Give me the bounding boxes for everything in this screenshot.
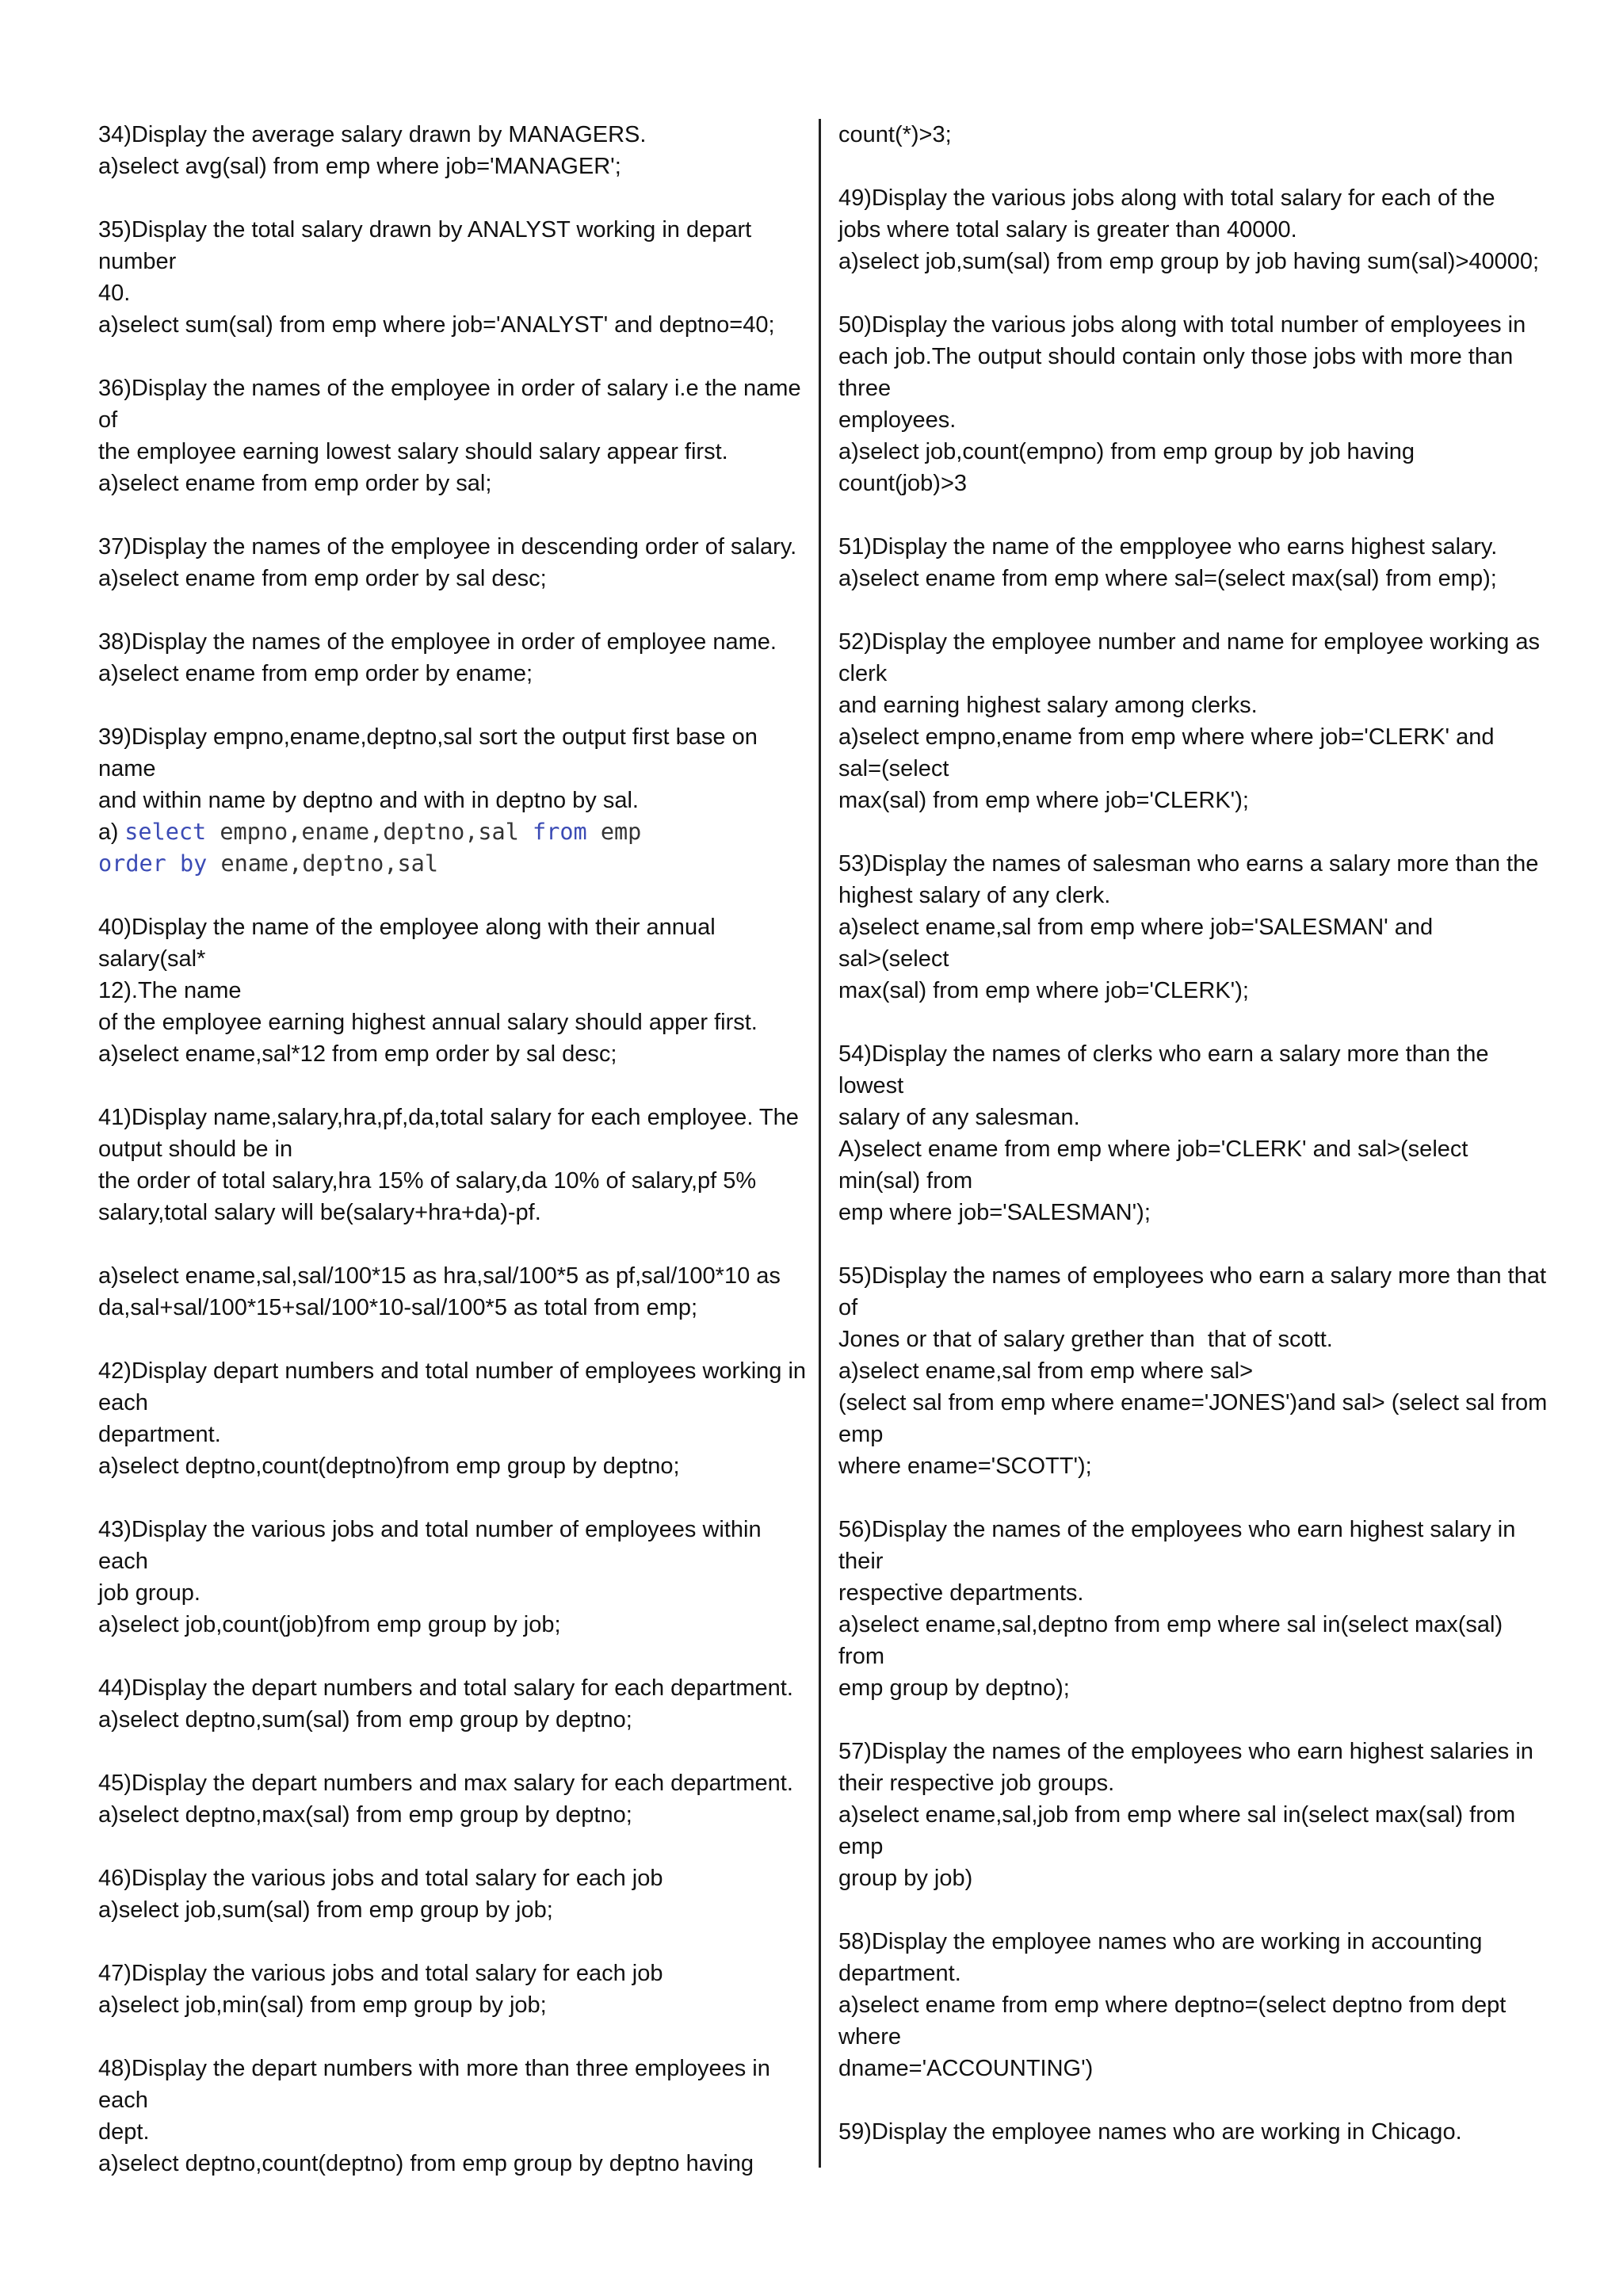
blank-line [98, 1736, 804, 1767]
text-line: 40. [98, 281, 131, 306]
blank-line [98, 594, 804, 626]
text-line: a)select deptno,count(deptno) from emp group by deptno having [98, 2151, 754, 2176]
text-line: emp [838, 1422, 884, 1447]
text-line: 12).The name [98, 978, 242, 1003]
blank-line [838, 277, 1552, 309]
text-line: 40)Display the name of the employee along with their annual [98, 915, 716, 940]
text-line: da,sal+sal/100*15+sal/100*10-sal/100*5 as total from emp; [98, 1295, 698, 1320]
text-line: 54)Display the names of clerks who earn a salary more than the [838, 1041, 1489, 1067]
text-line: sal=(select [838, 756, 949, 781]
text-line: 38)Display the names of the employee in order of employee name. [98, 629, 777, 655]
text-line: a)select empno,ename from emp where where job='CLERK' and [838, 724, 1495, 750]
text-line: a)select deptno,max(sal) from emp group by deptno; [98, 1802, 632, 1828]
text-line: a)select ename from emp where sal=(select max(sal) from emp); [838, 566, 1497, 591]
text-line: sal>(select [838, 946, 949, 972]
text-line: dept. [98, 2119, 150, 2145]
text-line: a)select ename,sal,sal/100*15 as hra,sal/100*5 as pf,sal/100*10 as [98, 1263, 781, 1289]
text-line: 49)Display the various jobs along with total salary for each of the [838, 185, 1495, 211]
text-line: emp group by deptno); [838, 1675, 1070, 1701]
text-line: a)select ename,sal,job from emp where sal in(select max(sal) from [838, 1802, 1516, 1828]
blank-line [98, 880, 804, 911]
text-line: of [98, 407, 118, 433]
text-line: 42)Display depart numbers and total number of employees working in [98, 1358, 807, 1384]
text-line: of the employee earning highest annual salary should apper first. [98, 1010, 758, 1035]
text-line: a)select ename,sal,deptno from emp where sal in(select max(sal) [838, 1612, 1503, 1637]
text-line: A)select ename from emp where job='CLERK' and sal>(select [838, 1137, 1468, 1162]
text-line: 46)Display the various jobs and total salary for each job [98, 1866, 663, 1891]
text-line: three [838, 376, 892, 401]
text-line: emp where job='SALESMAN'); [838, 1200, 1151, 1225]
blank-line [98, 690, 804, 721]
text-line: 51)Display the name of the empployee who earns highest salary. [838, 534, 1498, 560]
text-line: clerk [838, 661, 888, 686]
blank-line [98, 1641, 804, 1672]
text-line: respective departments. [838, 1580, 1084, 1606]
text-line: max(sal) from emp where job='CLERK'); [838, 978, 1249, 1003]
text-line: their [838, 1549, 884, 1574]
text-line: their respective job groups. [838, 1771, 1115, 1796]
text-line: and earning highest salary among clerks. [838, 693, 1258, 718]
text-line: 55)Display the names of employees who earn a salary more than that [838, 1263, 1547, 1289]
text-line: 53)Display the names of salesman who earns a salary more than the [838, 851, 1539, 877]
text-line: a)select ename from emp order by sal desc; [98, 566, 547, 591]
text-line: 36)Display the names of the employee in order of salary i.e the name [98, 376, 801, 401]
text-line: 45)Display the depart numbers and max salary for each department. [98, 1771, 793, 1796]
text-line: 48)Display the depart numbers with more than three employees in [98, 2056, 770, 2081]
text-line: 34)Display the average salary drawn by MANAGERS. [98, 122, 647, 147]
text-line: and within name by deptno and with in deptno by sal. [98, 788, 639, 813]
blank-line [838, 594, 1552, 626]
code-line [98, 816, 804, 848]
text-line: department. [838, 1961, 961, 1986]
text-line: 59)Display the employee names who are working in Chicago. [838, 2119, 1462, 2145]
text-line: 43)Display the various jobs and total number of employees within [98, 1517, 762, 1542]
text-line: a)select ename,sal*12 from emp order by sal desc; [98, 1041, 617, 1067]
text-line: a)select ename,sal from emp where sal> [838, 1358, 1254, 1384]
text-line: output should be in [98, 1137, 293, 1162]
blank-line [98, 1831, 804, 1862]
text-line: 56)Display the names of the employees who earn highest salary in [838, 1517, 1516, 1542]
text-line: a)select job,count(empno) from emp group by job having [838, 439, 1415, 464]
text-line: Jones or that of salary grether than that of scott. [838, 1327, 1333, 1352]
text-line: a)select job,count(job)from emp group by job; [98, 1612, 561, 1637]
blank-line [838, 151, 1552, 182]
text-line: 52)Display the employee number and name for employee working as [838, 629, 1540, 655]
code-keyword: order by [98, 850, 208, 877]
text-line: of [838, 1295, 858, 1320]
blank-line [838, 816, 1552, 848]
blank-line [98, 1070, 804, 1102]
text-line: the employee earning lowest salary should salary appear first. [98, 439, 728, 464]
text-line: salary of any salesman. [838, 1105, 1080, 1130]
text-line: dname='ACCOUNTING') [838, 2056, 1094, 2081]
text-line: jobs where total salary is greater than 40000. [838, 217, 1297, 243]
left-column [98, 119, 807, 2179]
text-line: name [98, 756, 156, 781]
blank-line [98, 499, 804, 531]
blank-line [838, 1228, 1552, 1260]
text-line: 58)Display the employee names who are working in accounting [838, 1929, 1483, 1954]
code-keyword: from [533, 819, 587, 845]
text-line: employees. [838, 407, 957, 433]
text-line: each [98, 2088, 148, 2113]
text-line: 37)Display the names of the employee in descending order of salary. [98, 534, 797, 560]
blank-line [838, 1007, 1552, 1038]
blank-line [98, 341, 804, 372]
text-line: from [838, 1644, 884, 1669]
text-line: 44)Display the depart numbers and total salary for each department. [98, 1675, 793, 1701]
text-line: where [838, 2024, 901, 2050]
text-line: a)select sum(sal) from emp where job='ANALYST' and deptno=40; [98, 312, 775, 338]
text-line: each [98, 1390, 148, 1415]
text-line: each job.The output should contain only those jobs with more than [838, 344, 1514, 369]
text-line: 35)Display the total salary drawn by ANALYST working in depart [98, 217, 752, 243]
text-line: max(sal) from emp where job='CLERK'); [838, 788, 1249, 813]
text-line: a)select job,min(sal) from emp group by job; [98, 1992, 547, 2018]
text-line: 39)Display empno,ename,deptno,sal sort the output first base on [98, 724, 758, 750]
text-line: lowest [838, 1073, 904, 1098]
blank-line [98, 1926, 804, 1958]
code-text: emp [586, 819, 642, 845]
text-line: count(job)>3 [838, 471, 968, 496]
text-line: where ename='SCOTT'); [838, 1454, 1092, 1479]
code-text: empno,ename,deptno,sal [206, 819, 533, 845]
text-line: a)select job,sum(sal) from emp group by job; [98, 1897, 553, 1923]
blank-line [838, 1894, 1552, 1926]
text-line: a)select avg(sal) from emp where job='MANAGER'; [98, 154, 621, 179]
text-line: (select sal from emp where ename='JONES')and sal> (select sal from [838, 1390, 1548, 1415]
text-line: department. [98, 1422, 221, 1447]
text-line: 41)Display name,salary,hra,pf,da,total salary for each employee. The [98, 1105, 799, 1130]
blank-line [838, 2084, 1552, 2116]
blank-line [838, 1704, 1552, 1736]
text-line: a)select ename from emp order by ename; [98, 661, 533, 686]
text-line: a)select job,sum(sal) from emp group by job having sum(sal)>40000; [838, 249, 1540, 274]
text-line: min(sal) from [838, 1168, 973, 1194]
blank-line [838, 1482, 1552, 1514]
code-keyword: select [124, 819, 207, 845]
blank-line [98, 1228, 804, 1260]
text-line: number [98, 249, 177, 274]
text-line: emp [838, 1834, 884, 1859]
blank-line [98, 1482, 804, 1514]
text-line: a)select deptno,count(deptno)from emp group by deptno; [98, 1454, 680, 1479]
code-line [98, 848, 804, 880]
text-line: a)select deptno,sum(sal) from emp group by deptno; [98, 1707, 632, 1733]
text-line: a)select ename,sal from emp where job='SALESMAN' and [838, 915, 1434, 940]
blank-line [98, 182, 804, 214]
column-divider [819, 119, 821, 2168]
blank-line [98, 2021, 804, 2053]
text-line: job group. [98, 1580, 200, 1606]
text-line: salary,total salary will be(salary+hra+da)-pf. [98, 1200, 541, 1225]
text-line: count(*)>3; [838, 122, 952, 147]
text-line: group by job) [838, 1866, 973, 1891]
text-line: 50)Display the various jobs along with total number of employees in [838, 312, 1526, 338]
text-line: the order of total salary,hra 15% of salary,da 10% of salary,pf 5% [98, 1168, 757, 1194]
blank-line [98, 1324, 804, 1355]
text-line: each [98, 1549, 148, 1574]
text-line: salary(sal* [98, 946, 206, 972]
code-prefix: a) [98, 819, 125, 845]
text-line: 47)Display the various jobs and total salary for each job [98, 1961, 663, 1986]
blank-line [838, 499, 1552, 531]
text-line: 57)Display the names of the employees who earn highest salaries in [838, 1739, 1533, 1764]
code-text: ename,deptno,sal [207, 850, 438, 877]
text-line: a)select ename from emp where deptno=(select deptno from dept [838, 1992, 1507, 2018]
right-column [838, 119, 1552, 2148]
text-line: a)select ename from emp order by sal; [98, 471, 492, 496]
text-line: highest salary of any clerk. [838, 883, 1111, 908]
